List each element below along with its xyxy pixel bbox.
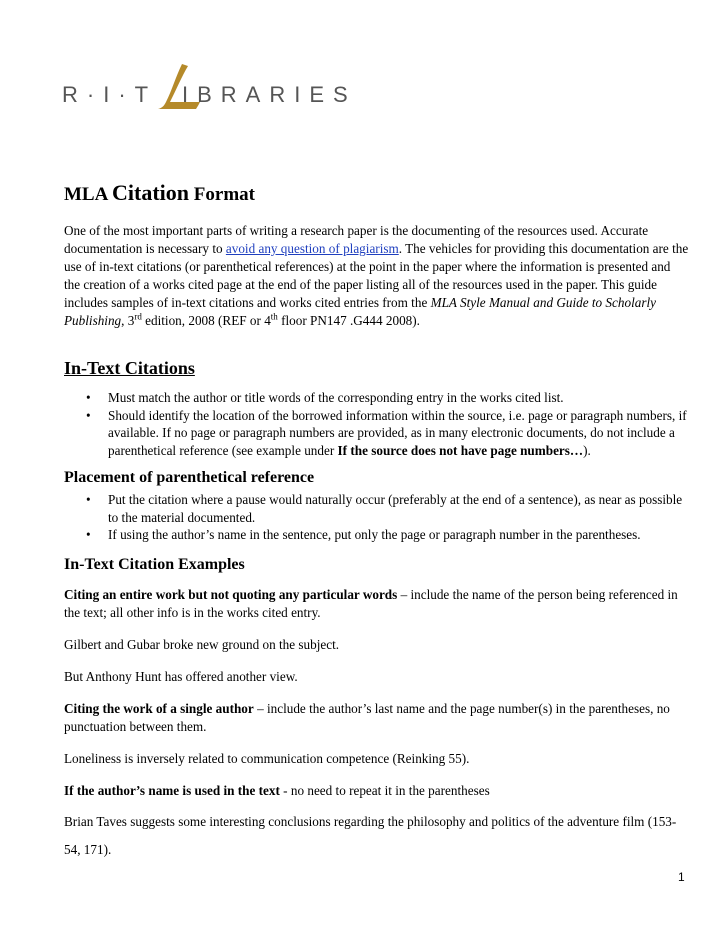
page-title: [64, 180, 689, 206]
example-paragraph: [64, 700, 689, 736]
example-text: - no need to repeat it in the parentheses: [279, 782, 490, 798]
example-paragraph: Brian Taves suggests some interesting conclusions regarding the philosophy and politics of the adventure film (153-54, 171).: [64, 813, 677, 857]
bullet-icon: •: [86, 527, 91, 542]
example-text: – include the name of the person being referenced in the text; all other info is in the works cited entry.: [64, 586, 678, 620]
example-bold-label: If the author’s name is used in the text: [64, 782, 280, 798]
title-part-format: Format: [189, 184, 255, 205]
intro-book-title: MLA Style Manual and Guide to Scholarly Publishing: [64, 295, 656, 328]
example-bold-label: Citing the work of a single author: [64, 700, 254, 716]
example-paragraph: Gilbert and Gubar broke new ground on the subject.: [64, 636, 340, 652]
intro-paragraph: [64, 222, 689, 330]
list-item-text: Must match the author or title words of the corresponding entry in the works cited list.: [108, 390, 564, 405]
list-item-text: Put the citation where a pause would naturally occur (preferably at the end of a sentence), as near as possible to the material documented.: [108, 492, 683, 525]
list-item: [86, 491, 689, 526]
list-item-text: ).: [583, 442, 591, 458]
example-text: – include the author’s last name and the page number(s) in the parentheses, no punctuation between them.: [64, 700, 670, 734]
list-item-text: Should identify the location of the borrowed information within the source, i.e. page or paragraph numbers, if available. If no page or paragraph numbers are provided, as in many electronic documents, do not include a parenthetical reference (see example under: [108, 407, 687, 458]
intro-text-2: . The vehicles for providing this documentation are the use of in-text citations (or parenthetical references) at the point in the paper where the information is presented and the creation of a works cited page at the end of the paper listing all of the resources used in the paper. This guide includes samples of in-text citations and works cited entries from the: [64, 241, 689, 310]
placement-list: [64, 491, 689, 544]
bullet-icon: •: [86, 492, 91, 507]
title-part-citation: Citation: [112, 180, 190, 205]
intro-sup-th: th: [270, 311, 278, 322]
intro-sup-rd: rd: [134, 311, 142, 322]
logo-libraries-text: IBRARIES: [182, 82, 357, 107]
list-item-bold-text: If the source does not have page numbers…: [337, 442, 584, 458]
example-paragraph: Loneliness is inversely related to communication competence (Reinking 55).: [64, 750, 470, 766]
examples-heading: In-Text Citation Examples: [64, 555, 245, 573]
example-paragraph: [64, 586, 689, 622]
intro-text-1: One of the most important parts of writing a research paper is the documenting of the resources used. Accurate documentation is necessary to: [64, 223, 649, 256]
logo-rit-text: R·I·T: [62, 82, 158, 107]
example-paragraph: But Anthony Hunt has offered another view.: [64, 668, 298, 684]
plagiarism-link[interactable]: avoid any question of plagiarism: [225, 241, 399, 256]
example-bold-label: Citing an entire work but not quoting any particular words: [64, 586, 398, 602]
list-item-text: If using the author’s name in the sentence, put only the page or paragraph number in the parentheses.: [108, 527, 641, 542]
list-item: [86, 526, 689, 544]
bullet-icon: •: [86, 390, 91, 405]
intro-text-4: edition, 2008 (REF or 4: [141, 313, 271, 328]
list-item: [86, 407, 689, 460]
placement-heading: Placement of parenthetical reference: [64, 469, 315, 486]
intro-text-3: , 3: [121, 313, 135, 328]
bullet-icon: •: [86, 407, 91, 423]
rit-libraries-logo: [62, 62, 357, 112]
in-text-citations-heading: In-Text Citations: [64, 358, 195, 378]
in-text-rules-list: [64, 389, 689, 459]
list-item: [86, 389, 689, 407]
main-content: [64, 180, 689, 878]
example-paragraph: [64, 782, 689, 800]
intro-text-5: floor PN147 .G444 2008).: [277, 313, 420, 328]
title-part-mla: MLA: [64, 184, 113, 205]
page-number: 1: [678, 870, 685, 884]
